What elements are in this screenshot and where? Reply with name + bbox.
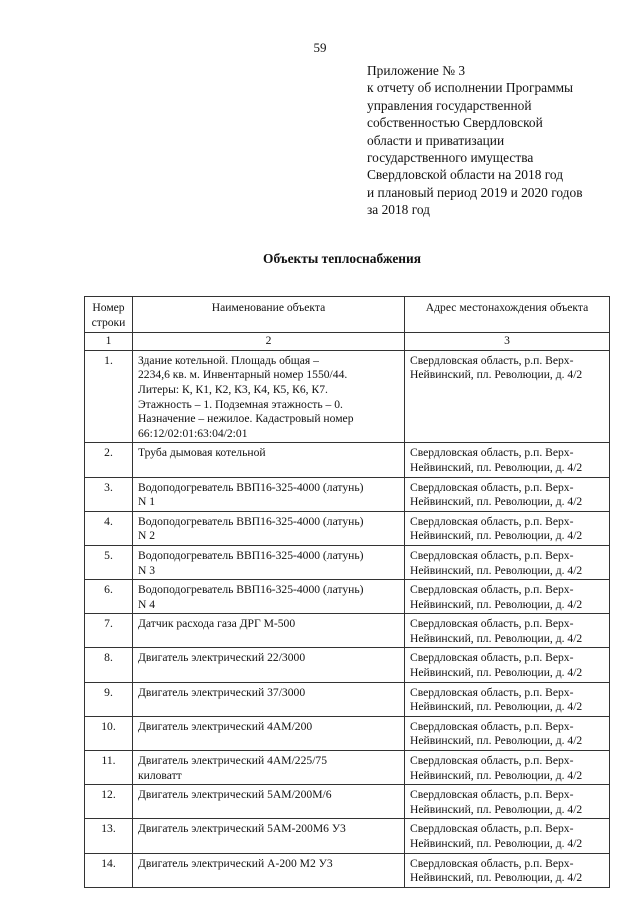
column-index-row: [85, 333, 610, 351]
object-name: [133, 443, 405, 477]
object-name-line: Двигатель электрический 37/3000: [138, 685, 306, 699]
table-row: [85, 477, 610, 511]
object-address-line: Нейвинский, пл. Революции, д. 4/2: [410, 460, 583, 474]
object-address-line: Нейвинский, пл. Революции, д. 4/2: [410, 734, 583, 748]
object-name-line: Литеры: К, К1, К2, К3, К4, К5, К6, К7.: [138, 382, 328, 396]
appendix-line: и плановый период 2019 и 2020 годов: [367, 184, 583, 200]
object-address-line: Свердловская область, р.п. Верх-: [410, 617, 574, 631]
object-name: [133, 614, 405, 648]
object-name-line: Водоподогреватель ВВП16-325-4000 (латунь): [138, 583, 364, 597]
object-address: [405, 853, 610, 887]
object-name-line: Водоподогреватель ВВП16-325-4000 (латунь): [138, 548, 364, 562]
appendix-line: к отчету об исполнении Программы: [367, 80, 574, 96]
object-address: [405, 477, 610, 511]
object-name-line: N 3: [138, 563, 156, 577]
column-index: 2: [133, 333, 405, 351]
object-name: [133, 785, 405, 819]
header-number: Номер строки: [85, 297, 133, 333]
object-address-line: Нейвинский, пл. Революции, д. 4/2: [410, 700, 583, 714]
object-address: [405, 819, 610, 853]
object-address-line: Свердловская область, р.п. Верх-: [410, 856, 574, 870]
object-name-line: Двигатель электрический 22/3000: [138, 651, 306, 665]
row-number: 10.: [85, 716, 133, 750]
appendix-line: Приложение № 3: [367, 63, 466, 78]
object-address: [405, 580, 610, 614]
object-name: [133, 580, 405, 614]
appendix-line: области и приватизации: [367, 132, 505, 148]
object-address-line: Свердловская область, р.п. Верх-: [410, 480, 574, 494]
object-address-line: Нейвинский, пл. Революции, д. 4/2: [410, 529, 583, 543]
object-name-line: Двигатель электрический 5АМ/200М/6: [138, 788, 332, 802]
object-address: [405, 648, 610, 682]
object-name-line: Двигатель электрический 4АМ/200: [138, 719, 313, 733]
column-index: 1: [85, 333, 133, 351]
object-address-line: Свердловская область, р.п. Верх-: [410, 583, 574, 597]
row-number: 11.: [85, 751, 133, 785]
object-address-line: Нейвинский, пл. Революции, д. 4/2: [410, 563, 583, 577]
object-address: [405, 751, 610, 785]
row-number: 8.: [85, 648, 133, 682]
object-name-line: Двигатель электрический 4АМ/225/75: [138, 754, 328, 768]
table-row: [85, 716, 610, 750]
object-address-line: Нейвинский, пл. Революции, д. 4/2: [410, 802, 583, 816]
object-address-line: Нейвинский, пл. Революции, д. 4/2: [410, 597, 583, 611]
table-body: [85, 350, 610, 887]
object-address: [405, 716, 610, 750]
object-name-line: Этажность – 1. Подземная этажность – 0.: [138, 397, 343, 411]
row-number: 2.: [85, 443, 133, 477]
appendix-note: [367, 62, 635, 219]
appendix-line: собственностью Свердловской: [367, 115, 543, 131]
table-header-row: [85, 297, 610, 333]
object-name: [133, 477, 405, 511]
object-address: [405, 785, 610, 819]
table-row: [85, 819, 610, 853]
object-name-line: N 1: [138, 495, 156, 509]
object-address-line: Свердловская область, р.п. Верх-: [410, 353, 574, 367]
table-row: [85, 751, 610, 785]
table-row: [85, 443, 610, 477]
row-number: 7.: [85, 614, 133, 648]
object-address-line: Свердловская область, р.п. Верх-: [410, 788, 574, 802]
row-number: 3.: [85, 477, 133, 511]
object-name: [133, 819, 405, 853]
object-name-line: Двигатель электрический 5АМ-200М6 У3: [138, 822, 346, 836]
object-name: [133, 682, 405, 716]
object-name-line: Назначение – нежилое. Кадастровый номер: [138, 412, 354, 426]
object-address-line: Нейвинский, пл. Революции, д. 4/2: [410, 837, 583, 850]
object-name: [133, 511, 405, 545]
object-address-line: Нейвинский, пл. Революции, д. 4/2: [410, 768, 583, 782]
object-address-line: Свердловская область, р.п. Верх-: [410, 446, 574, 460]
object-address: [405, 511, 610, 545]
table-row: [85, 545, 610, 579]
row-number: 9.: [85, 682, 133, 716]
page-number: 59: [313, 40, 327, 55]
table-row: [85, 853, 610, 887]
object-address: [405, 350, 610, 443]
object-address-line: Свердловская область, р.п. Верх-: [410, 548, 574, 562]
object-address: [405, 614, 610, 648]
row-number: 5.: [85, 545, 133, 579]
object-name-line: 66:12/02:01:63:04/2:01: [138, 426, 248, 440]
object-name-line: Водоподогреватель ВВП16-325-4000 (латунь): [138, 480, 364, 494]
object-name: [133, 853, 405, 887]
table-row: [85, 785, 610, 819]
object-name-line: 2234,6 кв. м. Инвентарный номер 1550/44.: [138, 368, 348, 382]
table-row: [85, 580, 610, 614]
object-address-line: Нейвинский, пл. Революции, д. 4/2: [410, 631, 583, 645]
object-name-line: Здание котельной. Площадь общая –: [138, 353, 319, 367]
appendix-line: за 2018 год: [367, 202, 430, 218]
object-name: [133, 648, 405, 682]
table-row: [85, 614, 610, 648]
object-address-line: Свердловская область, р.п. Верх-: [410, 651, 574, 665]
object-address-line: Нейвинский, пл. Революции, д. 4/2: [410, 666, 583, 680]
table-row: [85, 682, 610, 716]
object-address-line: Свердловская область, р.п. Верх-: [410, 822, 574, 836]
column-index: 3: [405, 333, 610, 351]
object-address-line: Свердловская область, р.п. Верх-: [410, 719, 574, 733]
object-name-line: Двигатель электрический А-200 М2 У3: [138, 856, 333, 870]
appendix-line: государственного имущества: [367, 150, 534, 166]
section-title: Объекты теплоснабжения: [263, 251, 421, 266]
header-name: Наименование объекта: [133, 297, 405, 333]
object-address: [405, 545, 610, 579]
row-number: 14.: [85, 853, 133, 887]
object-address-line: Нейвинский, пл. Революции, д. 4/2: [410, 495, 583, 509]
appendix-line: Свердловской области на 2018 год: [367, 167, 564, 183]
table-row: [85, 648, 610, 682]
object-address-line: Нейвинский, пл. Революции, д. 4/2: [410, 871, 583, 885]
object-name: [133, 350, 405, 443]
object-address: [405, 682, 610, 716]
object-address-line: Свердловская область, р.п. Верх-: [410, 685, 574, 699]
object-address-line: Свердловская область, р.п. Верх-: [410, 754, 574, 768]
row-number: 13.: [85, 819, 133, 853]
objects-table: [84, 296, 610, 888]
object-name-line: N 4: [138, 597, 156, 611]
appendix-line: управления государственной: [367, 97, 532, 113]
object-name-line: Труба дымовая котельной: [138, 446, 266, 460]
row-number: 6.: [85, 580, 133, 614]
row-number: 1.: [85, 350, 133, 443]
object-name: [133, 751, 405, 785]
object-name-line: N 2: [138, 529, 156, 543]
object-name-line: Датчик расхода газа ДРГ М-500: [138, 617, 296, 631]
object-address-line: Нейвинский, пл. Революции, д. 4/2: [410, 368, 583, 382]
object-name-line: Водоподогреватель ВВП16-325-4000 (латунь): [138, 514, 364, 528]
object-name-line: киловатт: [138, 768, 182, 782]
object-address-line: Свердловская область, р.п. Верх-: [410, 514, 574, 528]
row-number: 4.: [85, 511, 133, 545]
object-address: [405, 443, 610, 477]
table-row: [85, 350, 610, 443]
object-name: [133, 716, 405, 750]
row-number: 12.: [85, 785, 133, 819]
header-address: Адрес местонахождения объекта: [405, 297, 610, 333]
object-name: [133, 545, 405, 579]
table-row: [85, 511, 610, 545]
